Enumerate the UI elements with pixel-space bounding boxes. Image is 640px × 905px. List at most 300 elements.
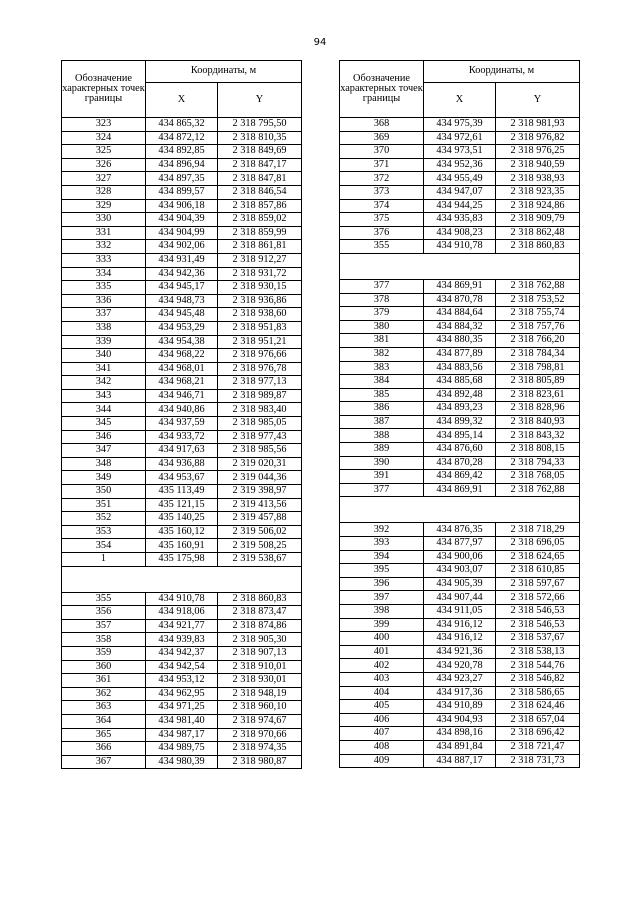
x-cell: 434 903,07 bbox=[424, 564, 496, 578]
y-cell: 2 318 989,87 bbox=[218, 389, 302, 403]
table-row bbox=[340, 131, 580, 145]
table-row bbox=[340, 402, 580, 416]
table-row bbox=[340, 537, 580, 551]
table-row bbox=[62, 674, 302, 688]
point-cell: 356 bbox=[62, 606, 146, 620]
y-cell: 2 318 985,05 bbox=[218, 417, 302, 431]
y-cell: 2 318 753,52 bbox=[496, 293, 580, 307]
y-cell: 2 319 508,25 bbox=[218, 539, 302, 553]
x-cell: 434 953,29 bbox=[146, 321, 218, 335]
point-cell: 381 bbox=[340, 334, 424, 348]
y-cell: 2 319 020,31 bbox=[218, 457, 302, 471]
table-row bbox=[340, 347, 580, 361]
table-row bbox=[340, 740, 580, 754]
point-cell: 354 bbox=[62, 539, 146, 553]
point-cell: 386 bbox=[340, 402, 424, 416]
x-cell: 434 911,05 bbox=[424, 605, 496, 619]
table-row bbox=[62, 660, 302, 674]
point-cell: 355 bbox=[62, 592, 146, 606]
table-row bbox=[340, 456, 580, 470]
y-cell: 2 318 624,65 bbox=[496, 550, 580, 564]
table-row bbox=[62, 281, 302, 295]
y-cell: 2 318 847,81 bbox=[218, 172, 302, 186]
x-cell: 434 876,35 bbox=[424, 523, 496, 537]
table-row bbox=[62, 118, 302, 132]
y-cell: 2 318 810,35 bbox=[218, 131, 302, 145]
table-row bbox=[62, 728, 302, 742]
y-cell: 2 319 413,56 bbox=[218, 498, 302, 512]
x-cell: 434 880,35 bbox=[424, 334, 496, 348]
table-row bbox=[340, 672, 580, 686]
table-row bbox=[62, 226, 302, 240]
point-cell: 387 bbox=[340, 415, 424, 429]
y-cell: 2 318 960,10 bbox=[218, 701, 302, 715]
x-cell: 434 869,42 bbox=[424, 470, 496, 484]
table-row bbox=[340, 361, 580, 375]
table-row bbox=[340, 388, 580, 402]
point-cell: 349 bbox=[62, 471, 146, 485]
point-cell: 337 bbox=[62, 308, 146, 322]
x-cell: 434 893,23 bbox=[424, 402, 496, 416]
y-cell: 2 318 795,50 bbox=[218, 118, 302, 132]
point-cell: 335 bbox=[62, 281, 146, 295]
table-row bbox=[340, 443, 580, 457]
x-cell: 434 918,06 bbox=[146, 606, 218, 620]
y-cell: 2 319 457,88 bbox=[218, 512, 302, 526]
x-cell: 434 908,23 bbox=[424, 226, 496, 240]
x-cell: 434 953,12 bbox=[146, 674, 218, 688]
x-cell: 434 885,68 bbox=[424, 375, 496, 389]
x-cell: 434 944,25 bbox=[424, 199, 496, 213]
point-cell: 385 bbox=[340, 388, 424, 402]
x-cell: 434 987,17 bbox=[146, 728, 218, 742]
x-cell: 434 975,39 bbox=[424, 118, 496, 132]
x-cell: 434 906,18 bbox=[146, 199, 218, 213]
y-cell: 2 318 924,86 bbox=[496, 199, 580, 213]
x-cell: 434 899,57 bbox=[146, 185, 218, 199]
y-cell: 2 318 828,96 bbox=[496, 402, 580, 416]
x-cell: 434 892,85 bbox=[146, 145, 218, 159]
y-cell: 2 318 974,35 bbox=[218, 742, 302, 756]
y-cell: 2 318 840,93 bbox=[496, 415, 580, 429]
table-row bbox=[340, 632, 580, 646]
point-cell: 342 bbox=[62, 376, 146, 390]
x-cell: 434 897,35 bbox=[146, 172, 218, 186]
point-cell: 370 bbox=[340, 145, 424, 159]
x-cell: 434 892,48 bbox=[424, 388, 496, 402]
table-row bbox=[340, 700, 580, 714]
x-cell: 434 920,78 bbox=[424, 659, 496, 673]
point-cell: 341 bbox=[62, 362, 146, 376]
point-cell: 394 bbox=[340, 550, 424, 564]
x-cell: 434 962,95 bbox=[146, 687, 218, 701]
table-row bbox=[340, 320, 580, 334]
x-cell: 434 942,36 bbox=[146, 267, 218, 281]
x-cell: 434 945,48 bbox=[146, 308, 218, 322]
table-row bbox=[340, 577, 580, 591]
point-cell: 346 bbox=[62, 430, 146, 444]
y-cell: 2 318 757,76 bbox=[496, 320, 580, 334]
point-cell: 405 bbox=[340, 700, 424, 714]
table-row bbox=[62, 646, 302, 660]
y-cell: 2 318 905,30 bbox=[218, 633, 302, 647]
point-cell: 345 bbox=[62, 417, 146, 431]
x-cell: 434 954,38 bbox=[146, 335, 218, 349]
y-cell: 2 318 976,78 bbox=[218, 362, 302, 376]
table-row bbox=[340, 226, 580, 240]
table-row bbox=[62, 687, 302, 701]
y-cell: 2 318 846,54 bbox=[218, 185, 302, 199]
y-cell: 2 318 859,99 bbox=[218, 226, 302, 240]
table-row bbox=[62, 403, 302, 417]
point-cell: 362 bbox=[62, 687, 146, 701]
x-cell: 434 900,06 bbox=[424, 550, 496, 564]
y-cell: 2 318 981,93 bbox=[496, 118, 580, 132]
y-cell: 2 318 936,86 bbox=[218, 294, 302, 308]
table-row bbox=[62, 457, 302, 471]
y-cell: 2 318 847,17 bbox=[218, 158, 302, 172]
point-cell: 408 bbox=[340, 740, 424, 754]
y-cell: 2 318 546,53 bbox=[496, 605, 580, 619]
point-cell: 336 bbox=[62, 294, 146, 308]
y-cell: 2 318 572,66 bbox=[496, 591, 580, 605]
x-cell: 434 916,12 bbox=[424, 618, 496, 632]
point-cell: 389 bbox=[340, 443, 424, 457]
x-cell: 434 937,59 bbox=[146, 417, 218, 431]
x-cell: 434 877,97 bbox=[424, 537, 496, 551]
x-cell: 434 917,63 bbox=[146, 444, 218, 458]
table-row bbox=[62, 185, 302, 199]
table-row bbox=[340, 279, 580, 293]
y-cell: 2 318 938,93 bbox=[496, 172, 580, 186]
x-cell: 434 952,36 bbox=[424, 158, 496, 172]
point-cell: 382 bbox=[340, 347, 424, 361]
x-cell: 434 870,78 bbox=[424, 293, 496, 307]
point-cell: 395 bbox=[340, 564, 424, 578]
x-cell: 434 968,01 bbox=[146, 362, 218, 376]
y-cell: 2 319 506,02 bbox=[218, 525, 302, 539]
x-cell: 434 947,07 bbox=[424, 185, 496, 199]
y-cell: 2 318 755,74 bbox=[496, 307, 580, 321]
x-cell: 434 980,39 bbox=[146, 755, 218, 769]
point-cell: 358 bbox=[62, 633, 146, 647]
point-cell: 344 bbox=[62, 403, 146, 417]
table-row bbox=[62, 444, 302, 458]
separator-cell bbox=[340, 497, 580, 523]
y-cell: 2 318 907,13 bbox=[218, 646, 302, 660]
point-cell: 363 bbox=[62, 701, 146, 715]
table-row bbox=[62, 714, 302, 728]
y-cell: 2 319 398,97 bbox=[218, 485, 302, 499]
point-cell: 347 bbox=[62, 444, 146, 458]
y-cell: 2 318 624,46 bbox=[496, 700, 580, 714]
y-cell: 2 318 951,21 bbox=[218, 335, 302, 349]
point-cell: 371 bbox=[340, 158, 424, 172]
header-y: Y bbox=[496, 83, 580, 118]
table-row bbox=[62, 321, 302, 335]
point-cell: 367 bbox=[62, 755, 146, 769]
x-cell: 435 140,25 bbox=[146, 512, 218, 526]
point-cell: 332 bbox=[62, 240, 146, 254]
point-cell: 407 bbox=[340, 727, 424, 741]
point-cell: 355 bbox=[340, 240, 424, 254]
y-cell: 2 318 696,05 bbox=[496, 537, 580, 551]
point-cell: 393 bbox=[340, 537, 424, 551]
y-cell: 2 318 923,35 bbox=[496, 185, 580, 199]
table-row bbox=[62, 308, 302, 322]
table-row bbox=[340, 550, 580, 564]
y-cell: 2 318 857,86 bbox=[218, 199, 302, 213]
point-cell: 374 bbox=[340, 199, 424, 213]
table-row bbox=[62, 485, 302, 499]
table-row bbox=[340, 375, 580, 389]
point-cell: 353 bbox=[62, 525, 146, 539]
header-x: X bbox=[424, 83, 496, 118]
table-row bbox=[62, 417, 302, 431]
point-cell: 323 bbox=[62, 118, 146, 132]
y-cell: 2 318 657,04 bbox=[496, 713, 580, 727]
table-row bbox=[340, 605, 580, 619]
point-cell: 340 bbox=[62, 349, 146, 363]
y-cell: 2 318 784,34 bbox=[496, 347, 580, 361]
point-cell: 1 bbox=[62, 553, 146, 567]
x-cell: 435 160,91 bbox=[146, 539, 218, 553]
x-cell: 434 887,17 bbox=[424, 754, 496, 768]
table-row bbox=[340, 118, 580, 132]
table-row bbox=[62, 199, 302, 213]
y-cell: 2 318 940,59 bbox=[496, 158, 580, 172]
y-cell: 2 318 721,47 bbox=[496, 740, 580, 754]
y-cell: 2 318 862,48 bbox=[496, 226, 580, 240]
table-row bbox=[340, 754, 580, 768]
y-cell: 2 318 537,67 bbox=[496, 632, 580, 646]
separator-row bbox=[340, 253, 580, 279]
table-row bbox=[62, 267, 302, 281]
x-cell: 435 175,98 bbox=[146, 553, 218, 567]
x-cell: 434 981,40 bbox=[146, 714, 218, 728]
table-row bbox=[62, 525, 302, 539]
header-coordinates: Координаты, м bbox=[424, 61, 580, 83]
point-cell: 351 bbox=[62, 498, 146, 512]
x-cell: 434 872,12 bbox=[146, 131, 218, 145]
x-cell: 434 904,93 bbox=[424, 713, 496, 727]
y-cell: 2 318 873,47 bbox=[218, 606, 302, 620]
x-cell: 434 973,51 bbox=[424, 145, 496, 159]
y-cell: 2 318 948,19 bbox=[218, 687, 302, 701]
x-cell: 434 968,21 bbox=[146, 376, 218, 390]
table-row bbox=[340, 199, 580, 213]
point-cell: 399 bbox=[340, 618, 424, 632]
y-cell: 2 318 768,05 bbox=[496, 470, 580, 484]
x-cell: 434 869,91 bbox=[424, 483, 496, 497]
x-cell: 434 869,91 bbox=[424, 279, 496, 293]
table-row bbox=[340, 429, 580, 443]
y-cell: 2 318 794,33 bbox=[496, 456, 580, 470]
y-cell: 2 318 808,15 bbox=[496, 443, 580, 457]
point-cell: 372 bbox=[340, 172, 424, 186]
x-cell: 434 946,71 bbox=[146, 389, 218, 403]
x-cell: 434 955,49 bbox=[424, 172, 496, 186]
x-cell: 434 953,67 bbox=[146, 471, 218, 485]
x-cell: 434 895,14 bbox=[424, 429, 496, 443]
x-cell: 434 865,32 bbox=[146, 118, 218, 132]
header-x: X bbox=[146, 83, 218, 118]
y-cell: 2 318 861,81 bbox=[218, 240, 302, 254]
y-cell: 2 318 951,83 bbox=[218, 321, 302, 335]
point-cell: 401 bbox=[340, 645, 424, 659]
y-cell: 2 318 546,82 bbox=[496, 672, 580, 686]
point-cell: 352 bbox=[62, 512, 146, 526]
point-cell: 338 bbox=[62, 321, 146, 335]
point-cell: 326 bbox=[62, 158, 146, 172]
y-cell: 2 318 938,60 bbox=[218, 308, 302, 322]
table-row bbox=[62, 158, 302, 172]
table-row bbox=[340, 334, 580, 348]
y-cell: 2 318 766,20 bbox=[496, 334, 580, 348]
y-cell: 2 319 044,36 bbox=[218, 471, 302, 485]
x-cell: 434 933,72 bbox=[146, 430, 218, 444]
table-row bbox=[340, 591, 580, 605]
y-cell: 2 318 977,13 bbox=[218, 376, 302, 390]
y-cell: 2 318 538,13 bbox=[496, 645, 580, 659]
y-cell: 2 318 985,56 bbox=[218, 444, 302, 458]
x-cell: 434 876,60 bbox=[424, 443, 496, 457]
point-cell: 376 bbox=[340, 226, 424, 240]
point-cell: 400 bbox=[340, 632, 424, 646]
y-cell: 2 318 874,86 bbox=[218, 619, 302, 633]
point-cell: 377 bbox=[340, 483, 424, 497]
y-cell: 2 318 930,15 bbox=[218, 281, 302, 295]
x-cell: 434 870,28 bbox=[424, 456, 496, 470]
y-cell: 2 318 912,27 bbox=[218, 253, 302, 267]
table-row bbox=[62, 240, 302, 254]
table-row bbox=[340, 213, 580, 227]
y-cell: 2 318 930,01 bbox=[218, 674, 302, 688]
point-cell: 327 bbox=[62, 172, 146, 186]
separator-cell bbox=[62, 566, 302, 592]
x-cell: 434 904,39 bbox=[146, 213, 218, 227]
point-cell: 383 bbox=[340, 361, 424, 375]
point-cell: 377 bbox=[340, 279, 424, 293]
table-row bbox=[62, 619, 302, 633]
point-cell: 368 bbox=[340, 118, 424, 132]
point-cell: 404 bbox=[340, 686, 424, 700]
table-row bbox=[62, 253, 302, 267]
table-row bbox=[340, 645, 580, 659]
x-cell: 434 898,16 bbox=[424, 727, 496, 741]
x-cell: 434 971,25 bbox=[146, 701, 218, 715]
table-row bbox=[62, 701, 302, 715]
table-row bbox=[340, 470, 580, 484]
point-cell: 330 bbox=[62, 213, 146, 227]
table-row bbox=[340, 523, 580, 537]
y-cell: 2 318 762,88 bbox=[496, 483, 580, 497]
separator-cell bbox=[340, 253, 580, 279]
point-cell: 343 bbox=[62, 389, 146, 403]
table-row bbox=[340, 686, 580, 700]
y-cell: 2 318 976,25 bbox=[496, 145, 580, 159]
x-cell: 434 916,12 bbox=[424, 632, 496, 646]
x-cell: 434 891,84 bbox=[424, 740, 496, 754]
point-cell: 380 bbox=[340, 320, 424, 334]
x-cell: 434 940,86 bbox=[146, 403, 218, 417]
table-row bbox=[340, 293, 580, 307]
y-cell: 2 318 977,43 bbox=[218, 430, 302, 444]
point-cell: 388 bbox=[340, 429, 424, 443]
y-cell: 2 318 909,79 bbox=[496, 213, 580, 227]
point-cell: 379 bbox=[340, 307, 424, 321]
y-cell: 2 318 546,53 bbox=[496, 618, 580, 632]
table-row bbox=[62, 172, 302, 186]
x-cell: 434 921,36 bbox=[424, 645, 496, 659]
y-cell: 2 318 976,82 bbox=[496, 131, 580, 145]
page-number: 94 bbox=[313, 37, 327, 48]
x-cell: 434 935,83 bbox=[424, 213, 496, 227]
x-cell: 434 931,49 bbox=[146, 253, 218, 267]
table-row bbox=[340, 145, 580, 159]
x-cell: 434 939,83 bbox=[146, 633, 218, 647]
x-cell: 434 907,44 bbox=[424, 591, 496, 605]
x-cell: 434 948,73 bbox=[146, 294, 218, 308]
header-point: Обозначение характерных точек границы bbox=[62, 61, 146, 118]
point-cell: 325 bbox=[62, 145, 146, 159]
y-cell: 2 318 931,72 bbox=[218, 267, 302, 281]
y-cell: 2 318 805,89 bbox=[496, 375, 580, 389]
table-row bbox=[62, 471, 302, 485]
y-cell: 2 318 798,81 bbox=[496, 361, 580, 375]
table-row bbox=[62, 430, 302, 444]
table-row bbox=[340, 158, 580, 172]
y-cell: 2 318 859,02 bbox=[218, 213, 302, 227]
x-cell: 434 910,89 bbox=[424, 700, 496, 714]
y-cell: 2 318 597,67 bbox=[496, 577, 580, 591]
table-row bbox=[62, 213, 302, 227]
y-cell: 2 318 586,65 bbox=[496, 686, 580, 700]
y-cell: 2 318 762,88 bbox=[496, 279, 580, 293]
coordinates-table-left bbox=[61, 60, 302, 769]
point-cell: 375 bbox=[340, 213, 424, 227]
table-row bbox=[62, 349, 302, 363]
point-cell: 392 bbox=[340, 523, 424, 537]
y-cell: 2 318 860,83 bbox=[218, 592, 302, 606]
x-cell: 434 968,22 bbox=[146, 349, 218, 363]
y-cell: 2 318 849,69 bbox=[218, 145, 302, 159]
y-cell: 2 318 860,83 bbox=[496, 240, 580, 254]
table-row bbox=[340, 307, 580, 321]
y-cell: 2 319 538,67 bbox=[218, 553, 302, 567]
point-cell: 373 bbox=[340, 185, 424, 199]
point-cell: 409 bbox=[340, 754, 424, 768]
separator-row bbox=[340, 497, 580, 523]
table-row bbox=[340, 618, 580, 632]
x-cell: 434 923,27 bbox=[424, 672, 496, 686]
x-cell: 434 910,78 bbox=[146, 592, 218, 606]
header-point: Обозначение характерных точек границы bbox=[340, 61, 424, 118]
point-cell: 348 bbox=[62, 457, 146, 471]
table-row bbox=[340, 172, 580, 186]
table-row bbox=[340, 659, 580, 673]
table-row bbox=[340, 415, 580, 429]
x-cell: 434 936,88 bbox=[146, 457, 218, 471]
point-cell: 361 bbox=[62, 674, 146, 688]
point-cell: 397 bbox=[340, 591, 424, 605]
table-row bbox=[62, 742, 302, 756]
table-row bbox=[62, 606, 302, 620]
point-cell: 328 bbox=[62, 185, 146, 199]
point-cell: 360 bbox=[62, 660, 146, 674]
table-row bbox=[62, 294, 302, 308]
x-cell: 434 902,06 bbox=[146, 240, 218, 254]
